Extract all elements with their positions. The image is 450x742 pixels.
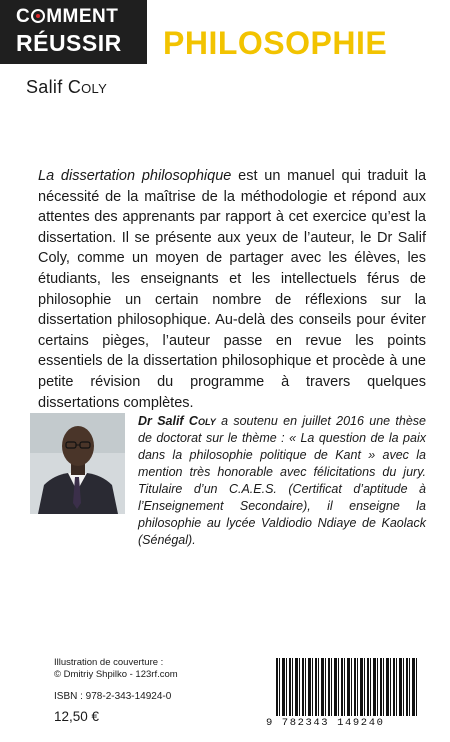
barcode-bars-icon [276,658,418,716]
bio-name-last: Coly [188,414,216,428]
series-logo-line2: RÉUSSIR [16,30,122,56]
barcode-number: 9 782343 149240 [266,717,385,729]
back-cover-blurb [38,166,426,413]
bio-text: a soutenu en juillet 2016 une thèse de doctorat sur le thème : « La question de la paix dans la philosophie politique de Kant » avec la mention très honorable avec félicitations du jury. Titulaire d’un C.A.E.S. (Certificat d’aptitude à l’Enseignement Secondaire), il enseigne la philosophie au lycée Valdiodio Ndiaye de Kaolack (Sénégal). [138,414,426,547]
author-bio [138,413,426,549]
author-name [26,77,107,98]
author-portrait-icon [30,413,125,514]
price-text: 12,50 € [54,709,100,724]
author-photo [30,413,125,514]
series-logo-rest: MMENT [46,6,119,27]
book-title-italic: La dissertation philosophique [38,168,232,184]
blurb-text: est un manuel qui traduit la nécessité de la maîtrise de la méthodologie et répond aux attentes des apprenants par rapport à cet exercice qu’est la dissertation. Il se présente aux yeux de l’auteur, le Dr Salif Coly, comme un moyen de partager avec les élèves, les étudiants, les enseignants et les intellectuels férus de philosophie un certain nombre de réflexions sur la dissertation philosophique. Au-delà des conseils pour éviter certains pièges, l’auteur passe en revue les points essentiels de la dissertation philosophique et procède à une petite révision du programme à travers quelques dissertations complètes. [38,168,427,411]
red-dot-icon [31,9,45,23]
bio-name-first: Dr Salif [138,414,184,428]
isbn-text: ISBN : 978-2-343-14924-0 [54,691,172,702]
credit-line2: © Dmitriy Shpilko - 123rf.com [54,669,178,680]
illustration-credit [54,657,178,681]
author-last-name: Coly [67,77,108,97]
credit-line1: Illustration de couverture : [54,657,164,668]
series-title: PHILOSOPHIE [163,25,388,61]
bio-name [138,414,216,428]
barcode [262,654,424,734]
series-logo-line1 [16,7,118,27]
series-logo [0,0,147,64]
series-logo-letter: C [16,6,31,27]
author-first-name: Salif [26,77,63,97]
